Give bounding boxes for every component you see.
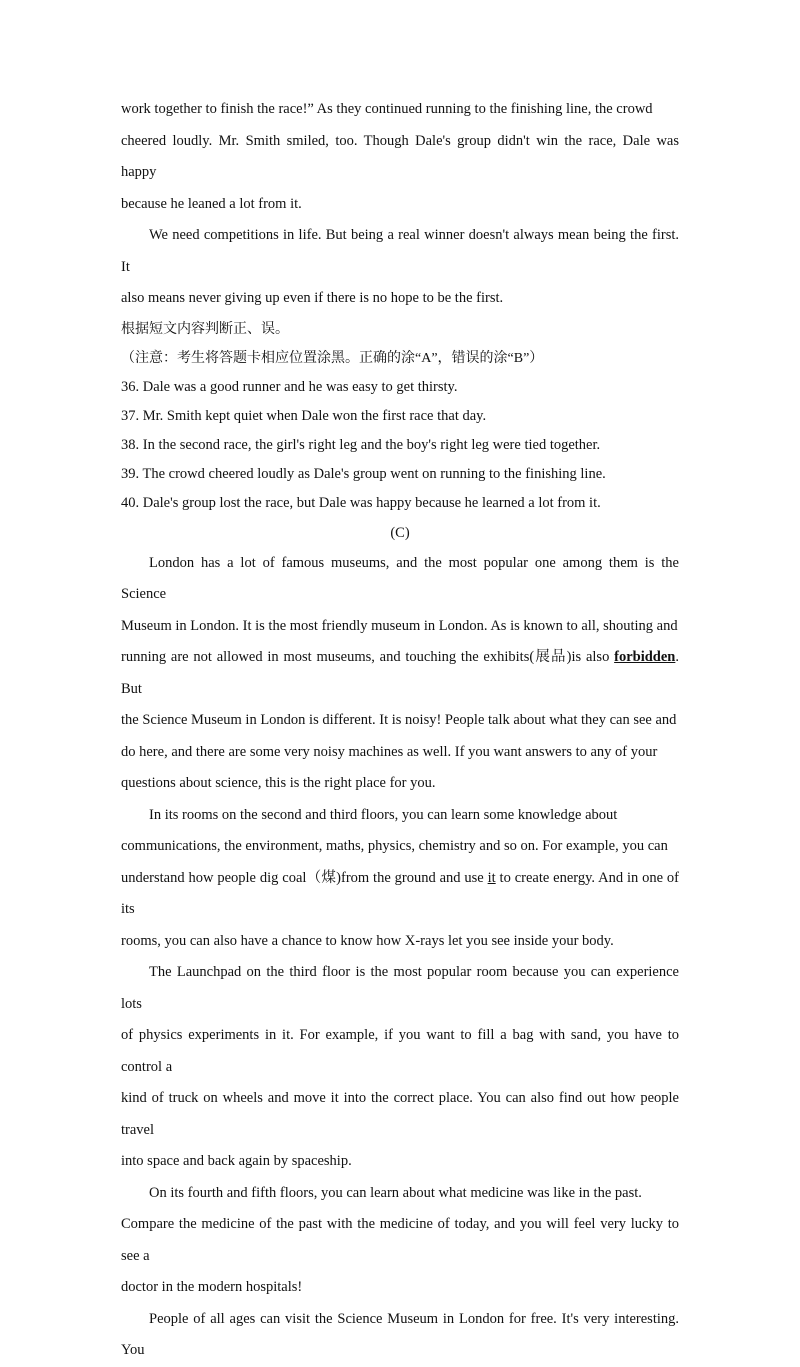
text-line: In its rooms on the second and third floors, you can learn some knowledge about bbox=[149, 806, 618, 823]
text-line: doctor in the modern hospitals! bbox=[121, 1279, 303, 1295]
section-heading: (C) bbox=[390, 524, 410, 541]
text-line: We need competitions in life. But being a real winner doesn't always mean being the first. It bbox=[121, 227, 679, 275]
text-line: cheered loudly. Mr. Smith smiled, too. Though Dale's group didn't win the race, Dale was happy bbox=[121, 132, 679, 180]
instruction-line: 根据短文内容判断正、误。 bbox=[121, 321, 289, 337]
section-c-paragraph-5 bbox=[121, 1304, 679, 1367]
document-page bbox=[121, 94, 679, 1367]
question-list bbox=[121, 373, 679, 518]
story-b-paragraph-1 bbox=[121, 94, 679, 220]
text-line bbox=[121, 642, 679, 705]
question-item: 36. Dale was a good runner and he was easy to get thirsty. bbox=[121, 378, 458, 395]
question-item: 40. Dale's group lost the race, but Dale was happy because he learned a lot from it. bbox=[121, 494, 601, 511]
text-line: On its fourth and fifth floors, you can learn about what medicine was like in the past. bbox=[149, 1184, 642, 1201]
text-line: of physics experiments in it. For example, if you want to fill a bag with sand, you have to control a bbox=[121, 1027, 679, 1075]
text-line: questions about science, this is the right place for you. bbox=[121, 775, 436, 791]
section-c-paragraph-1 bbox=[121, 548, 679, 800]
section-c-paragraph-3 bbox=[121, 957, 679, 1178]
text-line: the Science Museum in London is different. It is noisy! People talk about what they can see and bbox=[121, 712, 677, 728]
text-line: into space and back again by spaceship. bbox=[121, 1153, 352, 1169]
text-line: The Launchpad on the third floor is the most popular room because you can experience lots bbox=[121, 964, 679, 1012]
section-c-paragraph-4 bbox=[121, 1178, 679, 1304]
text-line: rooms, you can also have a chance to know how X-rays let you see inside your body. bbox=[121, 932, 614, 949]
text-run: to create energy. And in one of its bbox=[121, 869, 680, 917]
text-line bbox=[121, 863, 679, 926]
story-b-paragraph-2 bbox=[121, 220, 679, 315]
text-run: running are not allowed in most museums, and touching the exhibits(展品)is also bbox=[121, 649, 615, 665]
text-run: . But bbox=[121, 649, 679, 697]
underlined-word: it bbox=[487, 869, 496, 886]
section-c-paragraph-2 bbox=[121, 800, 679, 958]
text-line: kind of truck on wheels and move it into the correct place. You can also find out how people travel bbox=[121, 1090, 679, 1138]
instruction-note: （注意：考生将答题卡相应位置涂黑。正确的涂“A”，错误的涂“B”） bbox=[121, 350, 544, 366]
instructions bbox=[121, 315, 679, 373]
text-line: because he leaned a lot from it. bbox=[121, 195, 302, 212]
question-item: 38. In the second race, the girl's right leg and the boy's right leg were tied together. bbox=[121, 436, 601, 453]
question-item: 39. The crowd cheered loudly as Dale's group went on running to the finishing line. bbox=[121, 465, 606, 482]
text-line: work together to finish the race!” As they continued running to the finishing line, the crowd bbox=[121, 101, 653, 117]
text-line: People of all ages can visit the Science Museum in London for free. It's very interesting. You bbox=[121, 1310, 679, 1358]
text-line: do here, and there are some very noisy machines as well. If you want answers to any of your bbox=[121, 743, 658, 760]
text-line: London has a lot of famous museums, and the most popular one among them is the Science bbox=[121, 554, 679, 602]
text-line: Museum in London. It is the most friendly museum in London. As is known to all, shouting and bbox=[121, 617, 678, 634]
text-line: communications, the environment, maths, physics, chemistry and so on. For example, you can bbox=[121, 838, 668, 854]
vocab-highlight: forbidden bbox=[614, 649, 676, 665]
text-line: also means never giving up even if there is no hope to be the first. bbox=[121, 290, 504, 306]
question-item: 37. Mr. Smith kept quiet when Dale won the first race that day. bbox=[121, 407, 487, 424]
text-line: Compare the medicine of the past with the medicine of today, and you will feel very lucky to see a bbox=[121, 1216, 679, 1264]
text-run: understand how people dig coal（煤)from the ground and use bbox=[121, 869, 488, 886]
